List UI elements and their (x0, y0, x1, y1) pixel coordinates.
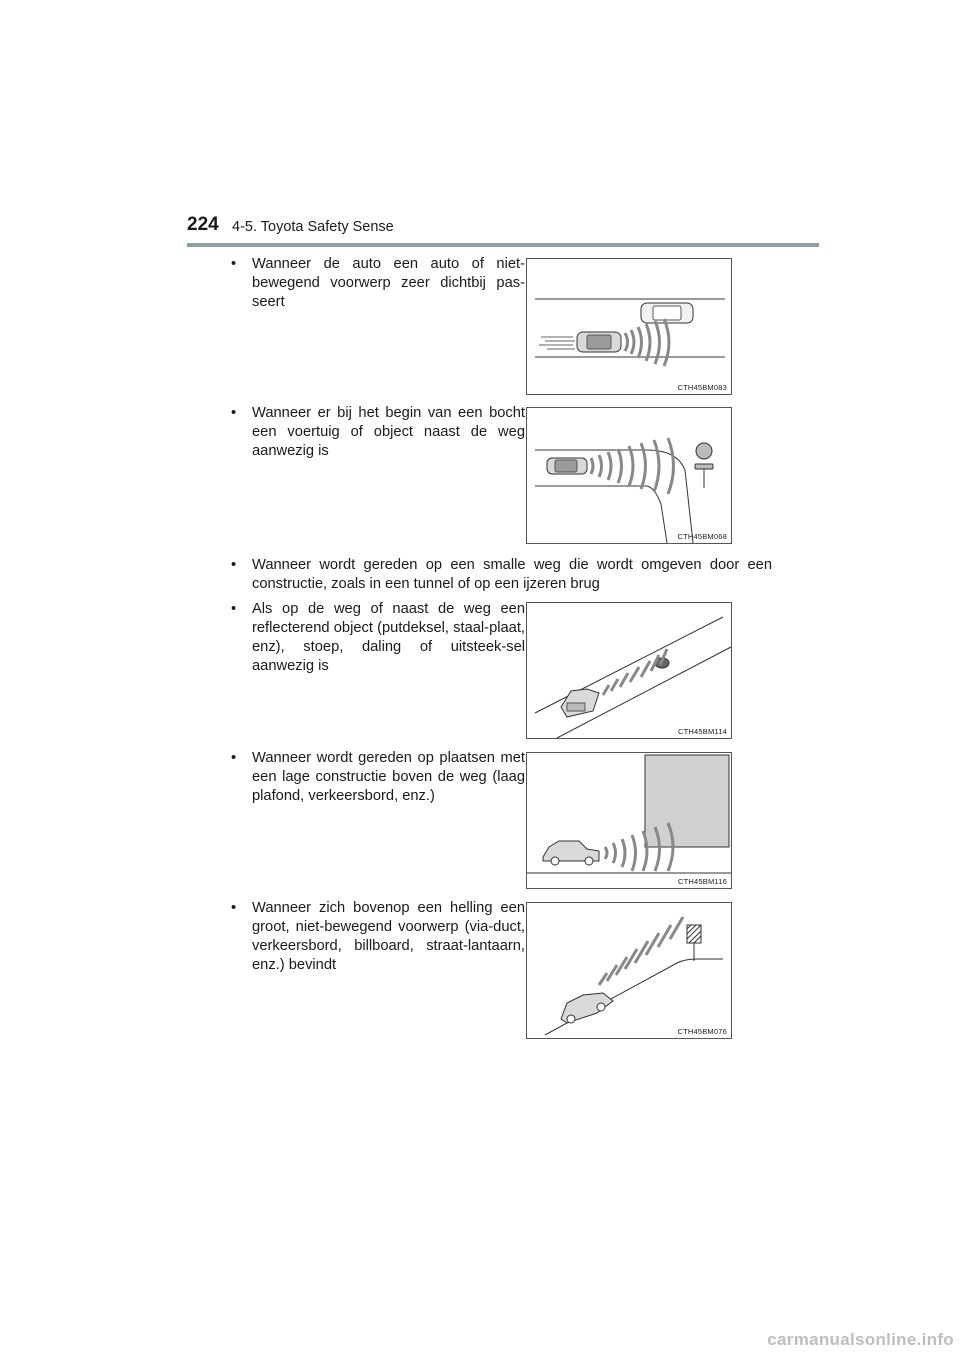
bullet-low-structure: • Wanneer wordt gereden op plaatsen met een lage constructie boven de weg (laag plafond, verkeersbord, enz.) (231, 749, 525, 806)
illustration-reflective-object (526, 602, 732, 739)
page-number: 224 (187, 214, 219, 235)
illustration-low-structure (526, 752, 732, 889)
bullet-reflective-object: • Als op de weg of naast de weg een reflecterend object (putdeksel, staal-plaat, enz), stoep, daling of uitsteek-sel aanwezig is (231, 600, 525, 676)
header-rule (187, 243, 819, 247)
figure-code: CTH45BM114 (678, 727, 727, 736)
bullet-slope-object: • Wanneer zich bovenop een helling een groot, niet-bewegend voorwerp (via-duct, verkeersbord, billboard, straat-lantaarn, enz.) bevindt (231, 899, 525, 975)
figure-code: CTH45BM068 (677, 532, 727, 541)
illustration-slope-object (526, 902, 732, 1039)
bullet-close-passing: • Wanneer de auto een auto of niet-bewegend voorwerp zeer dichtbij pas-seert (231, 255, 525, 312)
illustration-curve-object (526, 407, 732, 544)
figure-code: CTH45BM076 (677, 1027, 727, 1036)
figure-code: CTH45BM116 (678, 877, 727, 886)
watermark: carmanualsonline.info (767, 1330, 954, 1349)
figure-code: CTH45BM083 (677, 383, 727, 392)
bullet-curve-object: • Wanneer er bij het begin van een bocht een voertuig of object naast de weg aanwezig is (231, 404, 525, 461)
illustration-close-passing (526, 258, 732, 395)
section-title: 4-5. Toyota Safety Sense (232, 219, 394, 235)
bullet-narrow-road: • Wanneer wordt gereden op een smalle weg die wordt omgeven door een constructie, zoals in een tunnel of op een ijzeren brug (231, 556, 772, 594)
